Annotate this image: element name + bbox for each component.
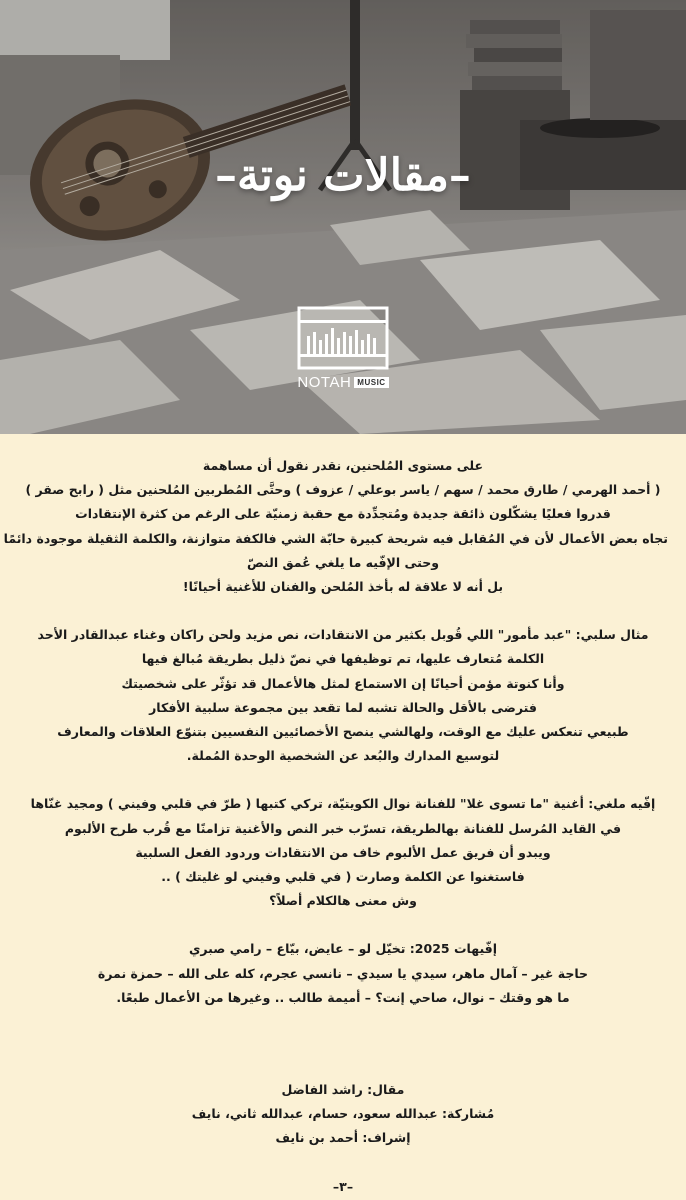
article-line: ويبدو أن فريق عمل الألبوم خاف من الانتقادات وردود الفعل السلبية <box>135 844 551 860</box>
article-line: وش معنى هالكلام أصلاً؟ <box>269 893 417 909</box>
article-line: ما هو وقتك – نوال، صاحي إنت؟ – أميمة طالب .. وغيرها من الأعمال طبعًا. <box>116 989 570 1005</box>
article-line: الكلمة مُتعارف عليها، تم توظيفها في نصّ ذليل بطريقة مُبالغ فيها <box>141 651 545 667</box>
paragraph-cancelled-pun <box>18 792 668 913</box>
article-line: فترضى بالأقل والحالة تشبه لما تقعد بين مجموعة سلبية الأفكار <box>149 699 537 715</box>
notah-logo-badge: MUSIC <box>354 377 388 388</box>
article-line: على مستوى المُلحنين، نقدر نقول أن مساهمة <box>202 458 484 473</box>
notah-logo <box>290 306 396 391</box>
credit-contributors: مُشاركة: عبدالله سعود، حسام، عبدالله ثاني، نايف <box>191 1106 495 1122</box>
article-line: ( أحمد الهرمي / طارق محمد / سهم / ياسر بوعلي / عزوف ) وحتَّى المُطربين المُلحنين مثل ( رابح صقر ) <box>25 482 661 498</box>
paragraph-composers <box>3 454 668 599</box>
article-line: وحتى الإفّيه ما يلغي عُمق النصّ <box>247 554 439 570</box>
hero-title: –مقالات نوتة– <box>215 150 471 201</box>
article-line: لتوسيع المدارك والبُعد عن الشخصية الوحدة المُملة. <box>186 748 500 764</box>
hero-banner <box>0 0 686 434</box>
notah-logo-mark <box>295 306 391 370</box>
article-line: تجاه بعض الأعمال لأن في المُقابل فيه شريحة كبيرة حابّة الشي فالكفة متوازنة، والكلمة الثقيلة موجودة دائمًا <box>3 530 668 546</box>
article-line: فاستغنوا عن الكلمة وصارت ( في قلبي وفيني لو غليتك ) .. <box>161 869 525 885</box>
article-line: بل أنه لا علاقة له بأخذ المُلحن والفنان للأغنية أحيانًا! <box>182 579 504 595</box>
article-line: إفّيهات 2025: تخيّل لو – عايض، بيّاع – رامي صبري <box>188 941 498 957</box>
article-line: مثال سلبي: "عبد مأمور" اللي قُوبل بكثير من الانتقادات، نص مزيد ولحن راكان وغناء عبدالقادر الأحد <box>37 627 649 643</box>
page-number: –٣– <box>332 1178 354 1194</box>
notah-logo-name: NOTAH <box>297 374 352 391</box>
article-line: طبيعي تنعكس عليك مع الوقت، ولهالشي ينصح الأخصائيين النفسيين بتنوّع العلاقات والمعارف <box>57 724 629 740</box>
paragraph-negative-example <box>18 623 668 768</box>
paragraph-2025-puns <box>18 937 668 1010</box>
article-line: إفّيه ملغي: أغنية "ما تسوى غلا" للفنانة نوال الكويتيّة، تركي كتبها ( طرّ في قلبي وفيني ) ومجيد غنّاها <box>30 796 656 812</box>
article-body <box>0 434 686 1199</box>
notah-logo-text <box>290 374 396 391</box>
credit-supervisor: إشراف: أحمد بن نايف <box>275 1130 411 1146</box>
article-line: قدروا فعليًا يشكّلون ذائقة جديدة ومُتجدِّدة مع حقبة زمنيّة على الرغم من كثرة الإنتقادات <box>75 506 611 522</box>
article-line: حاجة غير – آمال ماهر، سيدي يا سيدي – نانسي عجرم، كله على الله – حمزة نمرة <box>97 965 589 981</box>
article-credits <box>18 1078 668 1151</box>
article-line: وأنا كنوتة مؤمن أحيانًا إن الاستماع لمثل هالأعمال قد تؤثّر على شخصيتك <box>121 675 565 691</box>
credit-author: مقال: راشد الفاضل <box>281 1082 405 1098</box>
article-line: في القايد المُرسل للفنانة بهالطريقة، تسرّب خبر النص والأغنية تزامنًا مع قُرب طرح الألبوم <box>64 820 622 836</box>
